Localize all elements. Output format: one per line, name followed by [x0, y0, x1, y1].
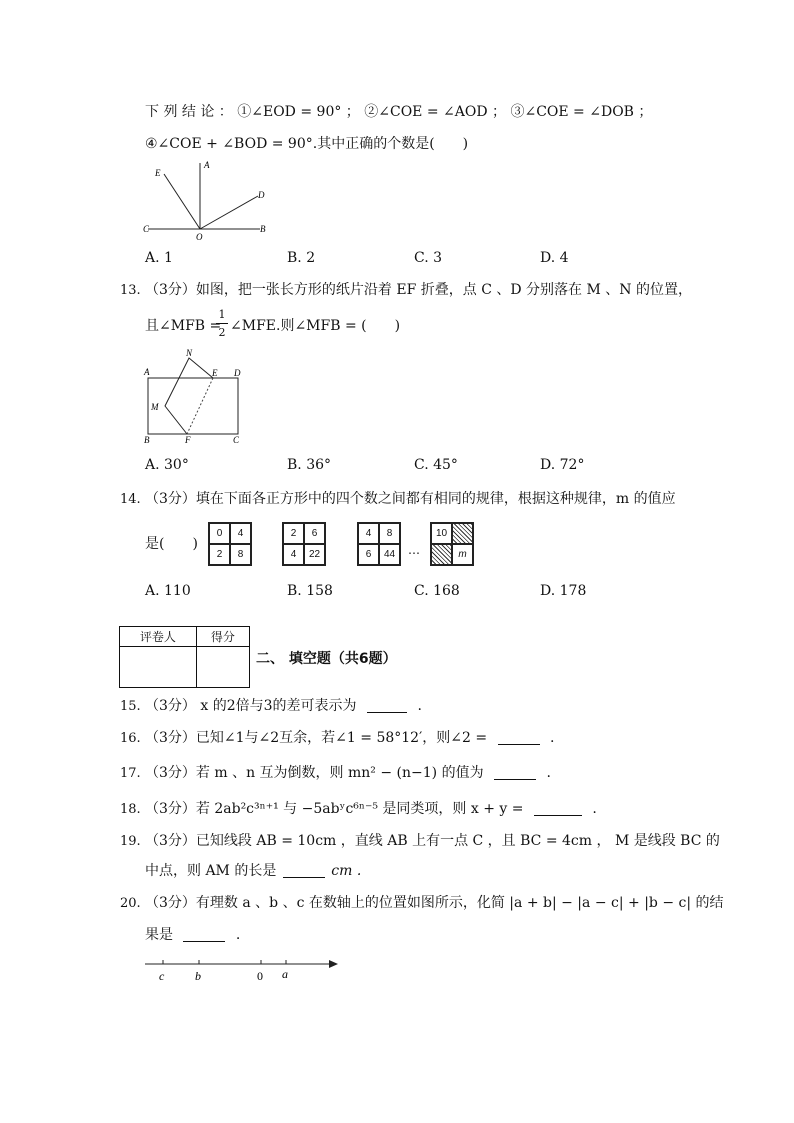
- q20-line2: [145, 928, 240, 942]
- q13-option-b: B. 36°: [287, 457, 332, 473]
- fig-label-O: O: [196, 232, 203, 242]
- q16-number: 16.: [120, 731, 141, 746]
- q18-number: 18.: [120, 802, 141, 817]
- q14-ellipsis: …: [408, 543, 420, 557]
- q14-number: 14.: [120, 492, 141, 507]
- fig-label-M: M: [151, 402, 159, 412]
- q13-line2-pre: 且∠MFB =: [145, 318, 222, 334]
- q13-fraction-bar: [216, 323, 228, 324]
- q12-line2: ④∠COE + ∠BOD = 90°.其中正确的个数是( ): [145, 136, 469, 152]
- q14-option-b: B. 158: [287, 583, 333, 599]
- q14-grid-3: [357, 522, 401, 566]
- score-table-header-grader: 评卷人: [120, 627, 197, 647]
- q14-option-c: C. 168: [414, 583, 460, 599]
- fig-label-C: C: [143, 224, 150, 234]
- q15-text: [145, 699, 422, 713]
- q16-period: .: [549, 730, 555, 746]
- q18-answer-blank[interactable]: [534, 815, 582, 816]
- grid-cell: 2: [209, 544, 230, 565]
- grid-cell: 2: [283, 523, 304, 544]
- q17-period: .: [546, 765, 551, 781]
- q14-grid-2: [282, 522, 326, 566]
- q18-text: [145, 802, 597, 816]
- q14-line1: （3分）填在下面各正方形中的四个数之间都有相同的规律，根据这种规律，m 的值应: [145, 491, 676, 507]
- q12-option-a: A. 1: [145, 250, 173, 266]
- q12-option-d: D. 4: [540, 250, 569, 266]
- q13-line2-post: ∠MFE.则∠MFB = ( ): [230, 318, 401, 334]
- q13-number: 13.: [120, 283, 141, 298]
- q13-fraction-numerator: 1: [218, 308, 226, 321]
- fig-label-A: A: [204, 160, 210, 170]
- grid-cell: 4: [230, 523, 251, 544]
- q16-stem: （3分）已知∠1与∠2互余，若∠1 = 58°12′，则∠2 =: [145, 730, 488, 746]
- q20-line1: （3分）有理数 a 、b 、c 在数轴上的位置如图所示，化简 |a + b| − |a − c| + |b − c| 的结: [145, 895, 724, 911]
- grid-cell: 8: [230, 544, 251, 565]
- q20-stem: 果是: [145, 927, 173, 943]
- q14-option-a: A. 110: [145, 583, 191, 599]
- q19-line2: [145, 864, 361, 878]
- axis-label-b: b: [195, 969, 201, 983]
- q15-answer-blank[interactable]: [367, 712, 407, 713]
- fig-label-B: B: [260, 224, 266, 234]
- q13-option-a: A. 30°: [145, 457, 189, 473]
- axis-label-a: a: [282, 967, 288, 981]
- grid-cell: 44: [379, 544, 400, 565]
- q13-fraction-denominator: 2: [218, 326, 226, 339]
- q14-option-d: D. 178: [540, 583, 587, 599]
- q17-stem: （3分）若 m 、n 互为倒数，则 mn² − (n−1) 的值为: [145, 765, 484, 781]
- q19-unit: cm .: [331, 863, 362, 879]
- grid-cell: 6: [304, 523, 325, 544]
- fig-label-C: C: [233, 435, 240, 445]
- axis-label-zero: 0: [257, 969, 263, 983]
- fig-label-D: D: [234, 368, 241, 378]
- q17-text: [145, 766, 551, 780]
- grid-cell: 0: [209, 523, 230, 544]
- score-table: [119, 626, 250, 688]
- q14-grid-4: [430, 522, 474, 566]
- q15-number: 15.: [120, 699, 141, 714]
- q12-angle-figure: [140, 158, 280, 243]
- grid-cell: 6: [358, 544, 379, 565]
- q17-number: 17.: [120, 766, 141, 781]
- q19-line1: （3分）已知线段 AB = 10cm ，直线 AB 上有一点 C ，且 BC = 4cm ， M 是线段 BC 的: [145, 833, 720, 849]
- fig-label-N: N: [186, 348, 193, 358]
- q12-option-b: B. 2: [287, 250, 316, 266]
- grid-cell: 4: [283, 544, 304, 565]
- grid-cell: 8: [379, 523, 400, 544]
- q20-number: 20.: [120, 896, 141, 911]
- q13-option-d: D. 72°: [540, 457, 585, 473]
- hatched-cell: [452, 523, 473, 544]
- grid-cell: 4: [358, 523, 379, 544]
- q15-stem: （3分） x 的2倍与3的差可表示为: [145, 698, 357, 714]
- fig-label-A: A: [144, 367, 150, 377]
- score-table-cell: [120, 647, 197, 688]
- q13-option-c: C. 45°: [414, 457, 458, 473]
- grid-cell-m: m: [452, 544, 473, 565]
- q20-number-line: [140, 955, 345, 990]
- q13-fold-figure: [140, 348, 255, 448]
- q12-option-c: C. 3: [414, 250, 443, 266]
- q16-answer-blank[interactable]: [498, 744, 540, 745]
- q18-stem: （3分）若 2ab²c³ⁿ⁺¹ 与 −5abʸc⁶ⁿ⁻⁵ 是同类项，则 x + y =: [145, 801, 524, 817]
- score-table-cell: [196, 647, 249, 688]
- grid-cell: 10: [431, 523, 452, 544]
- score-table-header-score: 得分: [196, 627, 249, 647]
- section-2-title: 二、 填空题（共6题）: [256, 651, 397, 667]
- q19-number: 19.: [120, 834, 141, 849]
- fig-label-D: D: [258, 190, 265, 200]
- q13-line1: （3分）如图，把一张长方形的纸片沿着 EF 折叠，点 C 、D 分别落在 M 、N 的位置，: [145, 282, 692, 298]
- grid-cell: 22: [304, 544, 325, 565]
- fig-label-E: E: [212, 368, 218, 378]
- hatched-cell: [431, 544, 452, 565]
- q19-answer-blank[interactable]: [283, 877, 325, 878]
- q12-line1: 下 列 结 论 ： ①∠EOD = 90° ； ②∠COE = ∠AOD ； ③∠COE = ∠DOB ；: [145, 104, 653, 120]
- q18-period: .: [592, 801, 597, 817]
- q14-line2: 是( ): [145, 536, 198, 552]
- fig-label-F: F: [185, 435, 191, 445]
- q20-answer-blank[interactable]: [183, 941, 225, 942]
- fig-label-E: E: [155, 168, 161, 178]
- q17-answer-blank[interactable]: [494, 779, 536, 780]
- fig-label-B: B: [144, 435, 150, 445]
- q14-grid-1: [208, 522, 252, 566]
- q19-stem: 中点，则 AM 的长是: [145, 863, 277, 879]
- q16-text: [145, 731, 554, 745]
- q20-period: .: [235, 927, 241, 943]
- q15-period: .: [417, 698, 422, 714]
- axis-label-c: c: [159, 969, 165, 983]
